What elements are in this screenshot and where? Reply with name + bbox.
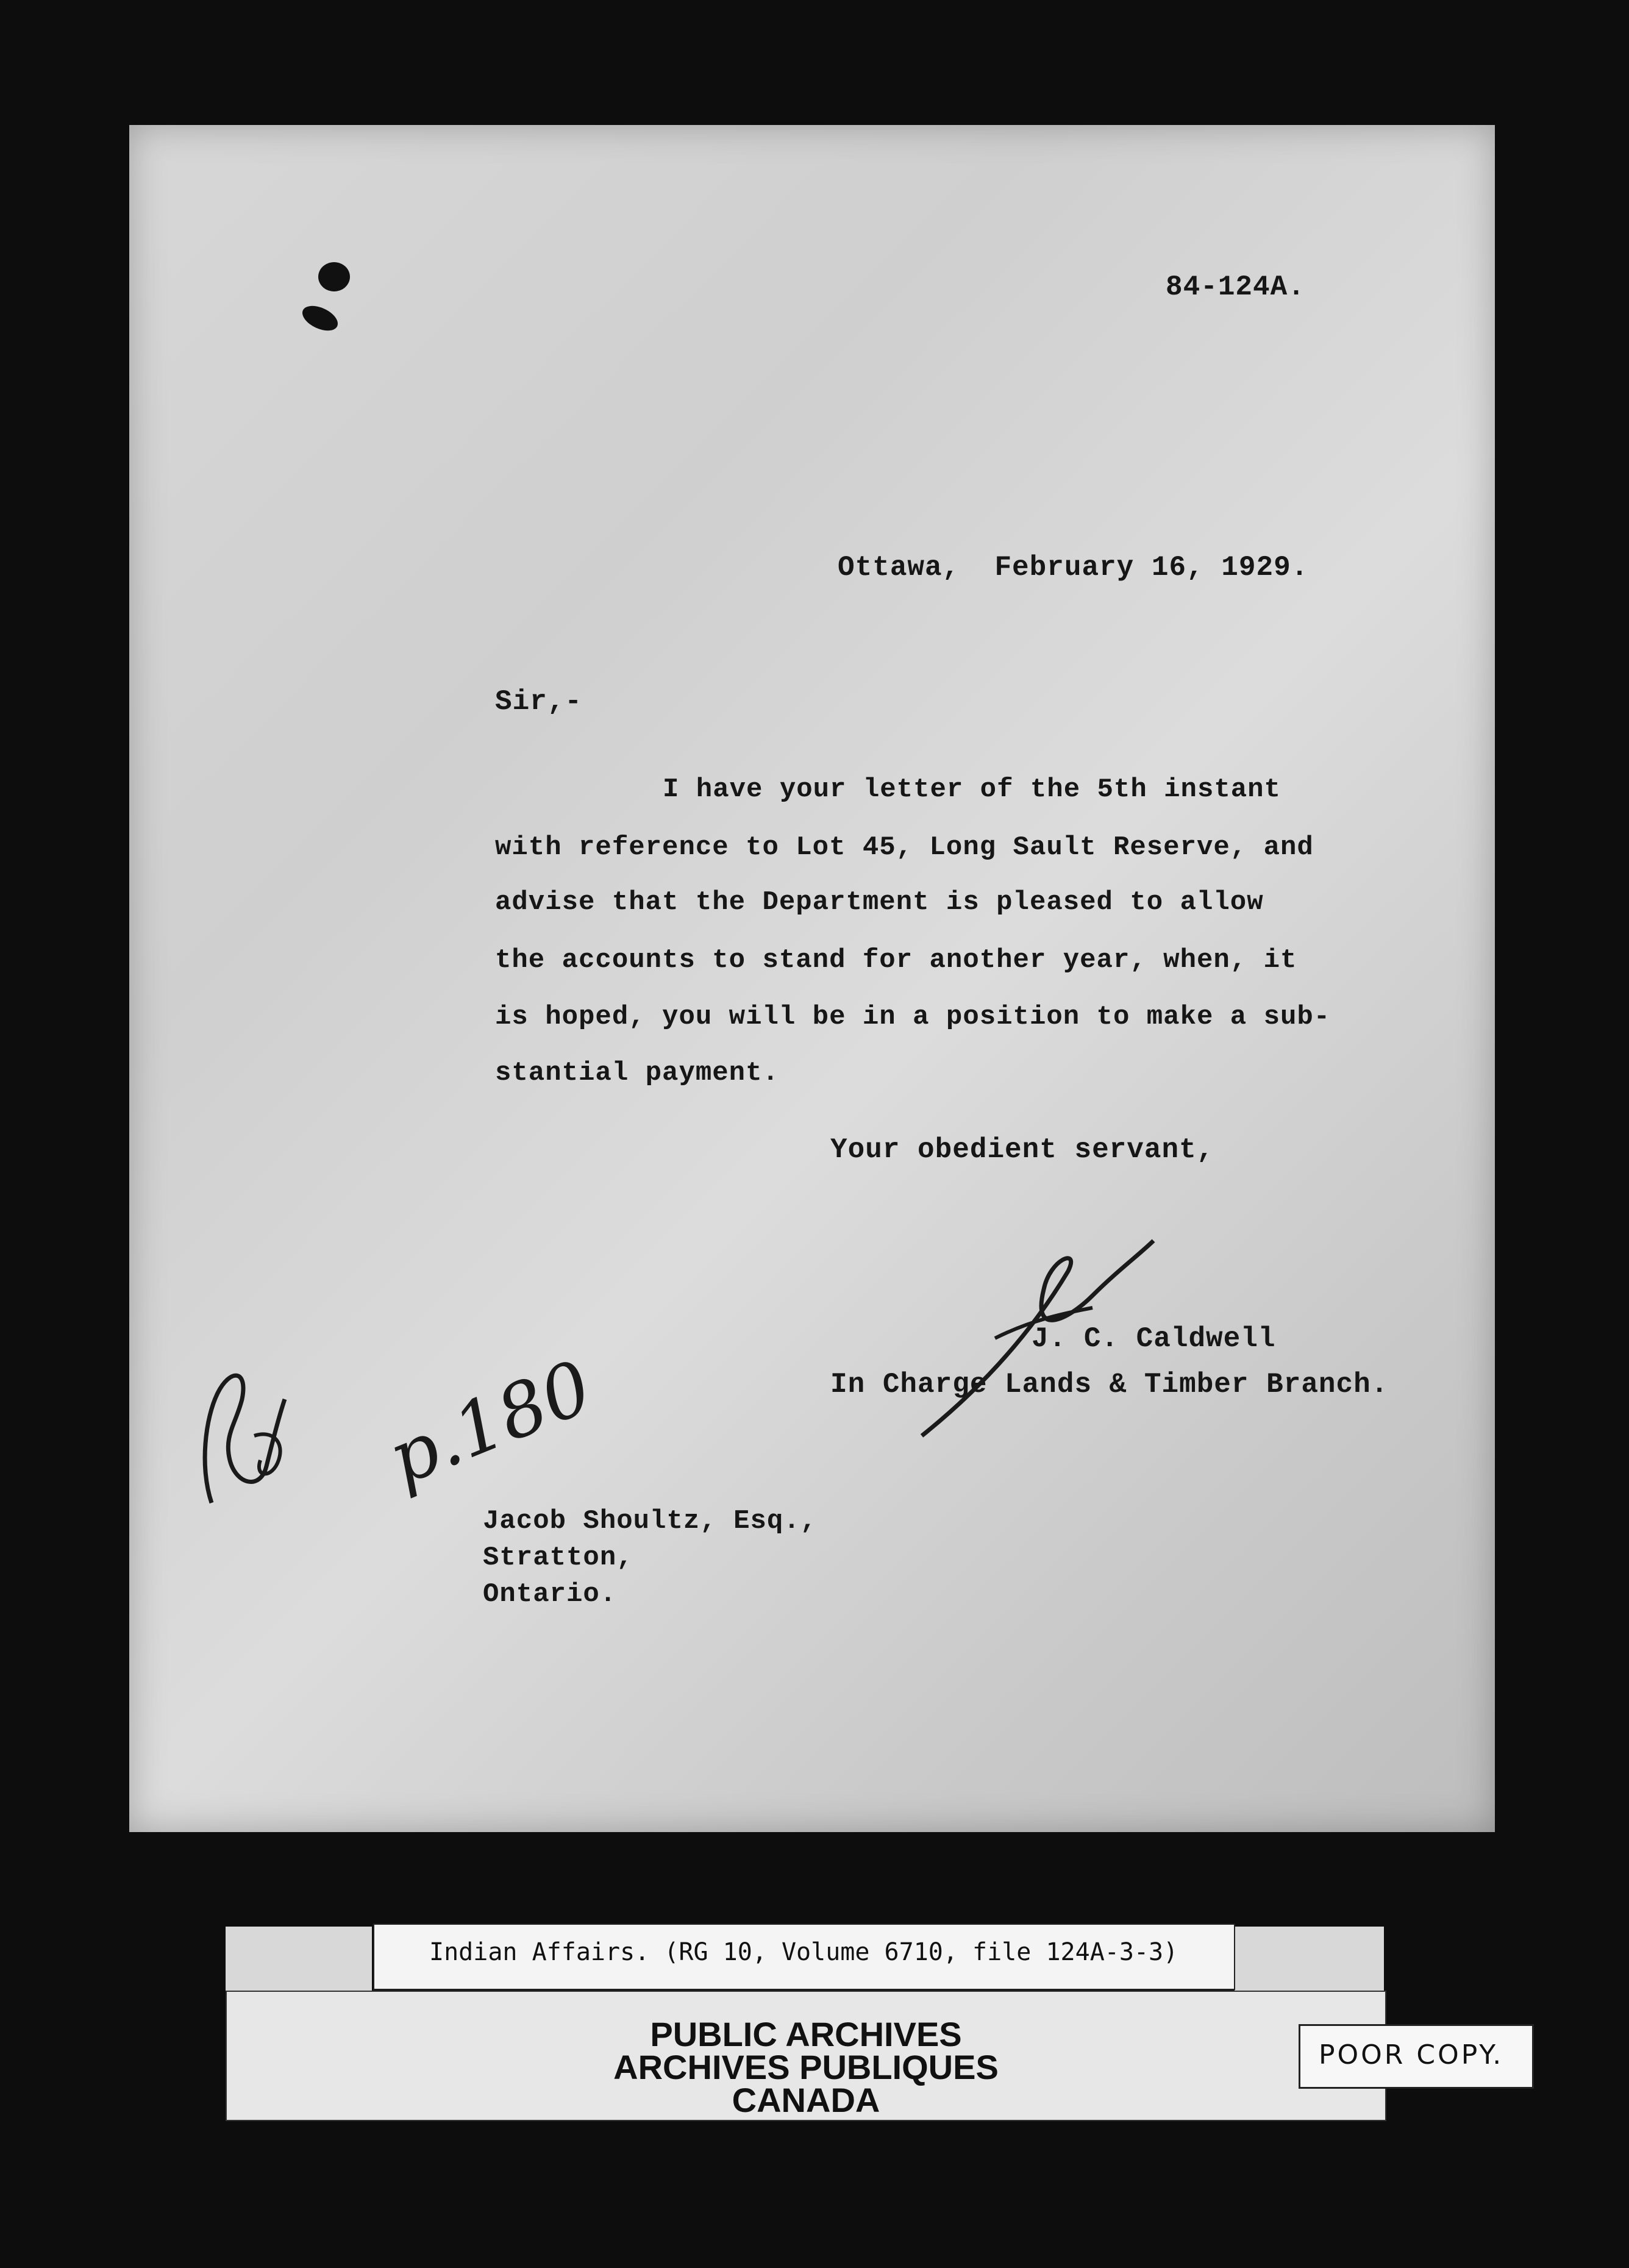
- body-line: advise that the Department is pleased to allow: [495, 887, 1264, 918]
- address-line: Jacob Shoultz, Esq.,: [483, 1506, 818, 1536]
- signature-scribble: [910, 1235, 1166, 1454]
- file-number: 84-124A.: [1166, 271, 1305, 303]
- closing: Your obedient servant,: [830, 1134, 1214, 1166]
- body-line: is hoped, you will be in a position to make a sub-: [495, 1002, 1331, 1032]
- salutation: Sir,-: [495, 686, 583, 718]
- reference-label: [373, 1924, 1235, 1990]
- letter-page: [129, 125, 1495, 1832]
- archives-label: [226, 1991, 1386, 2121]
- punch-hole: [299, 301, 342, 335]
- card-tab-right: [1235, 1927, 1384, 1991]
- address-line: Ontario.: [483, 1579, 617, 1610]
- signatory-title: In Charge Lands & Timber Branch.: [830, 1369, 1389, 1400]
- body-line: I have your letter of the 5th instant: [663, 774, 1281, 805]
- handwritten-initials: [187, 1344, 309, 1527]
- archives-line-country: CANADA: [732, 2081, 880, 2119]
- card-tab-left: [226, 1927, 372, 1991]
- handwritten-page-note: p.180: [377, 1344, 604, 1502]
- archive-reference: Indian Affairs. (RG 10, Volume 6710, file 124A-3-3): [429, 1938, 1178, 1966]
- signatory-name: J. C. Caldwell: [1032, 1323, 1276, 1355]
- body-line: stantial payment.: [495, 1058, 779, 1088]
- body-line: with reference to Lot 45, Long Sault Reserve, and: [495, 832, 1314, 863]
- body-line: the accounts to stand for another year, when, it: [495, 945, 1297, 975]
- poor-copy-text: POOR COPY.: [1319, 2039, 1504, 2070]
- date-line: Ottawa, February 16, 1929.: [838, 552, 1309, 583]
- address-line: Stratton,: [483, 1542, 633, 1573]
- archives-line-fr: ARCHIVES PUBLIQUES: [613, 2048, 999, 2086]
- archives-line-en: PUBLIC ARCHIVES: [650, 2015, 962, 2053]
- punch-hole: [318, 262, 350, 291]
- poor-copy-stamp: [1299, 2024, 1534, 2089]
